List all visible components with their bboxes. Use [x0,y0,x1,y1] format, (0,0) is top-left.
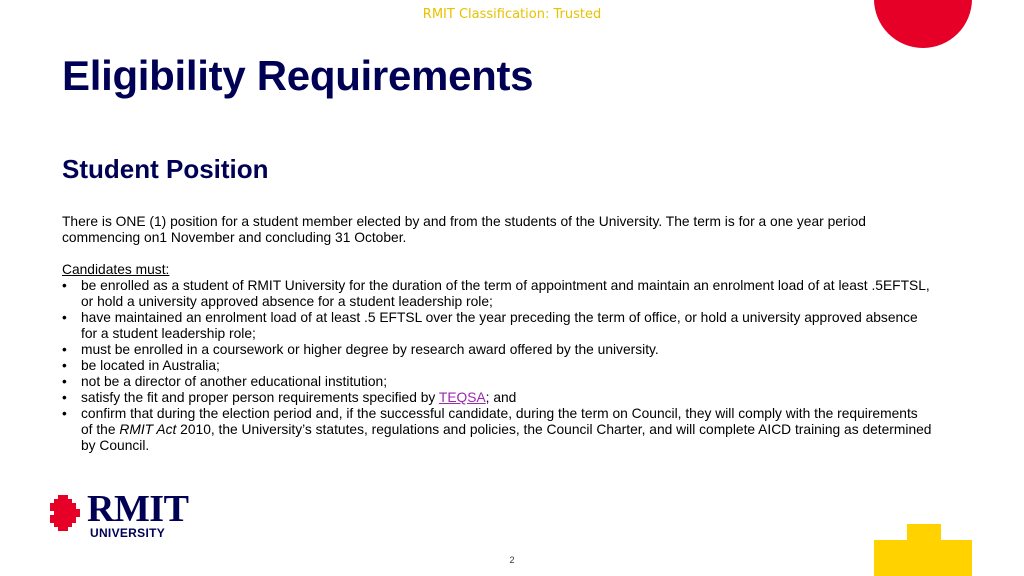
list-item [62,406,932,454]
list-item: • must be enrolled in a coursework or higher degree by research award offered by the university. [62,342,932,358]
rmit-act-italic: RMIT Act [119,422,177,437]
logo-subtitle: UNIVERSITY [90,526,166,540]
red-circle-decoration [874,0,972,48]
list-item-text: ; and [485,390,517,405]
list-item: • have maintained an enrolment load of at least .5 EFTSL over the year preceding the term of office, or hold a university approved absence for a student leadership role; [62,310,932,342]
slide-subtitle: Student Position [62,154,269,184]
logo-name: RMIT [87,488,189,530]
page-number: 2 [509,555,515,565]
slide-body [62,214,932,454]
list-item-text: 2010, the University’s statutes, regulations and policies, the Council Charter, and will complete AICD training as determined by Council. [81,422,932,453]
classification-label: RMIT Classification: Trusted [422,7,602,22]
yellow-pixel-decoration [874,524,972,576]
teqsa-link[interactable]: TEQSA [438,390,486,405]
list-item-text: satisfy the fit and proper person requirements specified by [81,390,439,405]
list-item [62,390,932,406]
requirements-list [62,278,932,454]
slide-title: Eligibility Requirements [62,52,534,99]
intro-paragraph: There is ONE (1) position for a student member elected by and from the students of the University. The term is for a one year period commencing on1 November and concluding 31 October. [62,214,866,245]
rmit-pixel-mark-icon [50,495,84,531]
list-item: • be enrolled as a student of RMIT University for the duration of the term of appointment and maintain an enrolment load of at least .5EFTSL, or hold a university approved absence for a student leadership role; [62,278,932,310]
list-item: • be located in Australia; [62,358,932,374]
list-item: • not be a director of another educational institution; [62,374,932,390]
rmit-logo [50,488,190,543]
list-item-text: confirm that during the election period and, if the successful candidate, during the term on Council, they will comply with the requirements of the [81,406,918,437]
candidates-heading: Candidates must: [62,262,170,277]
